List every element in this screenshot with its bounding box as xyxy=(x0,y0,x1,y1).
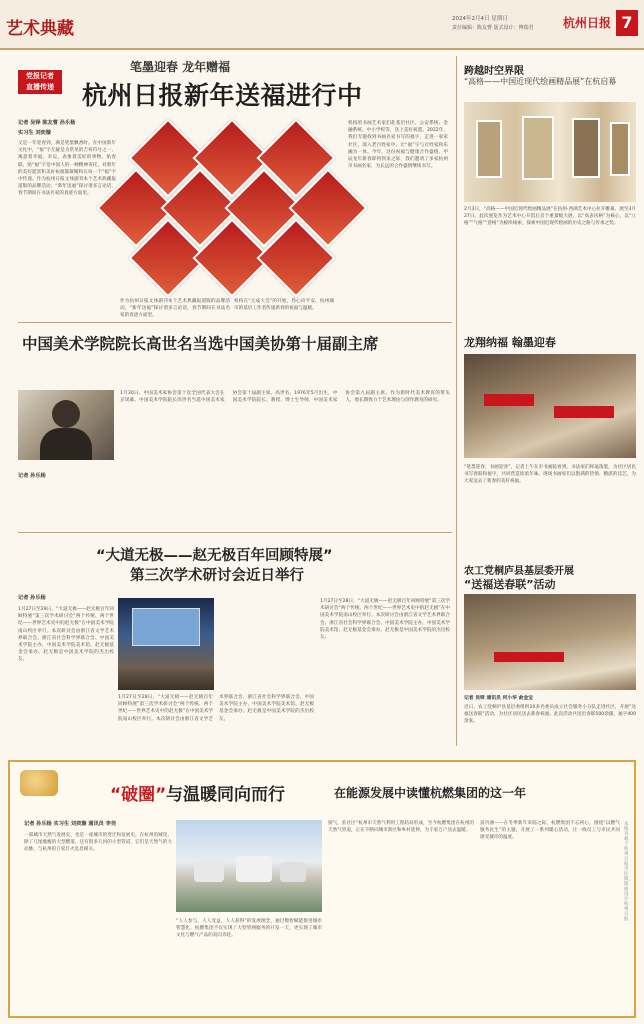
symposium-photo xyxy=(118,598,214,690)
paper-logo: 杭州日报 xyxy=(563,16,612,30)
main-story-title: 杭州日报新年送福进行中 xyxy=(82,81,363,110)
story-3-body-cont: 1月27日至28日，“大道无极——赵无极百年回顾特展”第三次学术研讨会“两个传统、两个世纪——世界艺术史中的赵无极”在中国美术学院南山校区举行。本次研讨会由浙江省文学艺术界联合会、浙江省社会科学界联合会、中国美术学院主办，中国美术学院美术馆、赵无极基金会承办。赵无极是中国美术学院的杰出校友。 xyxy=(118,695,314,722)
bottom-story-title-3: 在能源发展中读懂杭燃集团的这一年 xyxy=(334,786,527,800)
red-couplet xyxy=(484,394,534,406)
sidebar-3-title-2: “送福送春联”活动 xyxy=(464,578,556,591)
exhibition-photo xyxy=(464,102,636,202)
bottom-story-body-3: 接气，驻社区“杭州市天然气利用工程结局形成，至今杭燃集团在杭州的天然气管道，正在不断向城市新区和乡村延伸，为千家万户送去温暖。 xyxy=(328,821,474,834)
storage-tank xyxy=(194,860,224,882)
page-number-badge xyxy=(616,10,638,36)
sidebar-calligraphy xyxy=(462,326,638,556)
gas-station-photo xyxy=(176,820,322,912)
main-story-body-1: 又是一年迎春到，满是笔墨飘香时。在中国新年文化中，“福”字无疑是为常见的吉祥符号之一，寓意着幸福、幸运，表象着美好的事物。贴春联、贴“福”字是中国人的一种精神寄托，对新年的美好愿景和美好祝福都凝聚和在每一个“福”字中传递。作为杭州日报文体副刊本个艺术典藏报道版的品牌活动，“新年送福”探讨诸多言论话，春节期间在书法名家的真迹方面里。 xyxy=(18,141,116,197)
main-story-subtitle: 笔墨迎春 龙年赠福 xyxy=(130,60,231,74)
portrait-figure xyxy=(52,400,80,428)
main-story-byline-2: 实习生 刘奕璇 xyxy=(18,130,51,136)
main-story-body-2: 机构的书画艺术家们赴基层社区、公安系统、金融系统、中小学校等，送上美好祝愿。2022年，我们专题找到书画名家书写的福字，走进一家家社区，深入老百姓家中，让“福”字与百姓家和乐融为一体。今年，这份祝福与健康合作盛情，甲辰龙年新春即将到来之际，我们邀请了多家杭州市书画名家，为长远的合作盛情继续书写。 xyxy=(348,121,448,170)
bottom-story-body-1: 一部城市天然气发展史，也是一座城市的变迁和发展史。在杭州的城里，除了几尾瘦瘦的大型燃道，还有很多几何的小型管道，它们是天然气的大动脉，与杭州的万家灯火息息相关。 xyxy=(24,833,172,853)
painting-frame xyxy=(572,118,600,178)
storage-tank xyxy=(236,856,272,882)
column-divider xyxy=(456,56,457,746)
projection-screen xyxy=(132,608,200,646)
tonglu-photo xyxy=(464,594,636,690)
sidebar-1-subtitle: “高格——中国近现代绘画精品展”在杭启幕 xyxy=(464,77,617,86)
story-3-title-1: “大道无极——赵无极百年回顾特展” xyxy=(96,548,333,564)
sidebar-exhibition xyxy=(462,56,638,322)
decoration-icon xyxy=(20,770,58,796)
painting-frame xyxy=(522,116,554,180)
main-story-byline: 记者 吴铎 陈友曹 孙乐杨 xyxy=(18,120,76,126)
header-editor: 责任编辑：陈友曹 版式设计：傅瑞君 xyxy=(452,25,534,31)
story-3-byline: 记者 孙乐杨 xyxy=(18,595,46,601)
header-dateline: 2024年2月4日 星期日 xyxy=(452,16,508,22)
red-couplet xyxy=(554,406,614,418)
main-story-tag xyxy=(18,70,62,94)
story-3-body-right: 1月27日至28日，“大道无极——赵无极百年回顾特展”第三次学术研讨会“两个传统、两个世纪——世界艺术史中的赵无极”在中国美术学院南山校区举行。本次研讨会由浙江省文学艺术界联合会、浙江省社会科学界联合会、中国美术学院主办，中国美术学院美术馆、赵无极基金会承办。赵无极是中国美术学院的杰出校友。 xyxy=(320,599,450,641)
bottom-story-title-2: 与温暖同向而行 xyxy=(166,785,285,805)
sidebar-1-title: 跨越时空界限 xyxy=(464,66,524,77)
tag-line-2: 直播传递 xyxy=(26,83,54,91)
story-3-title-2: 第三次学术研讨会近日举行 xyxy=(130,568,304,584)
sidebar-2-body: “笔墨迎春，书画迎喜”，记者上午在市书画院看到，书法家们挥毫泼墨，为社区居民书写春联和福字，共同营造浓浓年味。现场书画家们以饱满的热情、精湛的技艺，为大家送去了新春的美好祝福。 xyxy=(464,465,636,485)
bottom-story-body-4: 富内涵——在冬季新年来临之际，杭燃集团不忘初心，围绕“以燃气服务民生”的主题，开展了一系列暖心活动，让一线员工与市民共同感受城市的温度。 xyxy=(480,821,620,841)
painting-frame xyxy=(476,120,502,178)
portrait-figure xyxy=(40,428,92,460)
red-couplet xyxy=(494,652,564,662)
story-2-title: 中国美术学院院长高世名当选中国美协第十届副主席 xyxy=(22,335,379,353)
sidebar-1-body: 2月3日，“高格——中国近现代绘画精品展”在杭州·西湖艺术中心拉开帷幕，展至3月27日。此次展览作为艺术中心开馆后首个重量级大展，以“高表风格”为核心，以“立格”“气格”“意格”为板块线索，探索中国近现代绘画的历史之路与传承之势。 xyxy=(464,207,636,227)
bottom-story-box xyxy=(8,760,636,1018)
calligraphy-photo xyxy=(464,354,636,458)
portrait-photo xyxy=(18,390,114,460)
sidebar-2-title: 龙翔纳福 翰墨迎春 xyxy=(464,336,556,349)
sidebar-3-byline: 记者 吴铎 通讯员 何小华 俞金宝 xyxy=(464,696,534,701)
story-3-body: 1月27日至28日，“大道无极——赵无极百年回顾特展”第三次学术研讨会“两个传统、两个世纪——世界艺术史中的赵无极”在中国美术学院南山校区举行。本次研讨会由浙江省文学艺术界联合会、浙江省社会科学界联合会、中国美术学院主办，中国美术学院美术馆、赵无极基金会承办。赵无极是中国美术学院的杰出校友。 xyxy=(18,607,114,663)
photo-collage xyxy=(120,120,342,318)
bottom-story-title-1: “破圈” xyxy=(110,785,167,805)
bottom-story-byline: 记者 孙乐杨 实习生 刘奕璇 通讯员 李尧 xyxy=(24,821,117,827)
sidebar-tonglu xyxy=(462,560,638,750)
story-gao-shiming xyxy=(18,326,452,526)
painting-frame xyxy=(610,122,630,176)
section-title: 艺术典藏 xyxy=(6,19,74,39)
bottom-story-side-note: 本版刊载于杭州日报市民版，版面设计杭州日报 xyxy=(624,822,633,922)
section-rule xyxy=(18,322,452,323)
storage-tank xyxy=(280,862,306,882)
main-story-body-4: 作为杭州日报文体副刊本个艺术典藏报道版的品牌活动，“新年送福”探讨诸多言论话，春节期间在书法名家的真迹方面里。 xyxy=(120,299,230,319)
tag-line-1: 党报记者 xyxy=(26,72,54,80)
main-story xyxy=(18,56,450,320)
sidebar-3-title-1: 农工党桐庐县基层委开展 xyxy=(464,566,574,577)
story-2-body: 1月30日，中国美术家协会第十次全国代表大会在京闭幕。中国美术学院院长高世名当选中国美术家协会第十届副主席。高世名，1976年5月出生，中国美术学院院长、教授、博士生导师，中国美术家协会第九届副主席。作为新时代美术教育的带头人，他长期致力于艺术理论与创作教育的研究。 xyxy=(120,391,450,404)
page-number: 7 xyxy=(621,13,633,32)
story-zao-wou-ki xyxy=(18,536,452,750)
story-2-byline: 记者 孙乐杨 xyxy=(18,473,46,479)
bottom-story-body-2: “人人参与，人人受益，人人获得”的发展理念，通过数智赋能推进城市智慧化，杭燃集团不仅实现了大型管网服务的开发一天，更实现了城市文化与燃气产品的双向奔赴。 xyxy=(176,919,322,939)
sidebar-3-body: 近日，农工党桐庐县基层委组织10多名委员成立社会服务小分队走进社区，开展“送福送春联”活动，为社区居民送去新春祝福。此次活动共送出春联500余副，福字400余张。 xyxy=(464,705,636,725)
section-rule xyxy=(18,532,452,533)
section-header xyxy=(0,0,644,50)
main-story-body-3-visible: 机构在“元成大会”的开始，热心向平安、杭州城市的基层工作者传递新春的祝福与温暖。 xyxy=(234,299,334,312)
